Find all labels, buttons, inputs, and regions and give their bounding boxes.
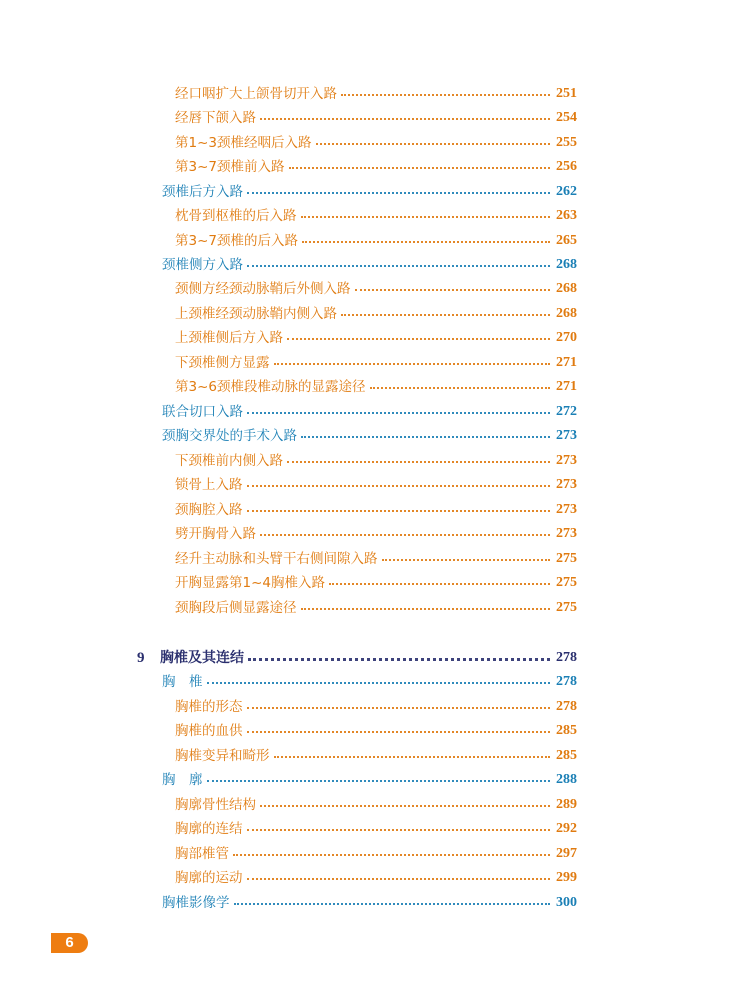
dot-leader [234, 903, 551, 905]
toc-entry-title: 胸椎及其连结 [160, 650, 244, 666]
dot-leader [302, 241, 550, 243]
dot-leader [316, 143, 551, 145]
toc-entry-title: 联合切口入路 [162, 404, 243, 420]
toc-entry-page: 272 [556, 404, 577, 419]
toc-entry[interactable] [175, 697, 577, 717]
toc-entry[interactable] [175, 746, 577, 766]
toc-entry[interactable] [175, 573, 577, 593]
dot-leader [207, 780, 551, 782]
dot-leader [247, 192, 550, 194]
dot-leader [329, 583, 550, 585]
toc-entry-page: 273 [556, 502, 577, 517]
dot-leader [260, 534, 550, 536]
toc-entry-title: 下颈椎前内侧入路 [175, 453, 283, 469]
toc-entry[interactable] [175, 279, 577, 299]
toc-entry[interactable] [175, 721, 577, 741]
dot-leader [247, 878, 551, 880]
dot-leader [301, 436, 550, 438]
toc-entry-title: 胸 椎 [162, 674, 203, 690]
toc-entry-page: 251 [556, 86, 577, 101]
toc-entry-page: 268 [556, 257, 577, 272]
toc-entry[interactable] [175, 795, 577, 815]
toc-entry-title: 颈椎后方入路 [162, 184, 243, 200]
dot-leader [247, 707, 551, 709]
toc-entry-title: 颈椎侧方入路 [162, 257, 243, 273]
toc-entry-title: 颈胸腔入路 [175, 502, 243, 518]
toc-entry-title: 开胸显露第1~4胸椎入路 [175, 575, 325, 591]
dot-leader [301, 608, 551, 610]
toc-entry-title: 胸部椎管 [175, 846, 229, 862]
toc-entry[interactable] [162, 426, 577, 446]
dot-leader [260, 805, 550, 807]
dot-leader [289, 167, 551, 169]
toc-entry-title: 胸廓的运动 [175, 870, 243, 886]
toc-entry[interactable] [162, 402, 577, 422]
toc-entry-page: 278 [556, 650, 577, 665]
toc-entry-title: 经升主动脉和头臂干右侧间隙入路 [175, 551, 378, 567]
toc-entry-title: 第1~3颈椎经咽后入路 [175, 135, 312, 151]
toc-entry-title: 颈胸段后侧显露途径 [175, 600, 297, 616]
toc-entry-page: 278 [556, 674, 577, 689]
toc-entry-title: 第3~7颈椎前入路 [175, 159, 285, 175]
toc-entry-title: 胸椎影像学 [162, 895, 230, 911]
toc-entry-title: 胸廓的连结 [175, 821, 243, 837]
toc-entry-page: 268 [556, 281, 577, 296]
toc-entry[interactable] [175, 206, 577, 226]
toc-entry-page: 273 [556, 477, 577, 492]
dot-leader [247, 485, 551, 487]
toc-entry-page: 285 [556, 723, 577, 738]
toc-entry-title: 上颈椎经颈动脉鞘内侧入路 [175, 306, 337, 322]
toc-entry-page: 288 [556, 772, 577, 787]
toc-entry-page: 297 [556, 846, 577, 861]
toc-entry[interactable] [175, 84, 577, 104]
dot-leader [370, 387, 551, 389]
dot-leader [260, 118, 550, 120]
toc-entry-page: 265 [556, 233, 577, 248]
toc-entry-title: 胸椎的血供 [175, 723, 243, 739]
dot-leader [248, 658, 550, 661]
toc-entry[interactable] [175, 868, 577, 888]
toc-entry-title: 枕骨到枢椎的后入路 [175, 208, 297, 224]
toc-entry[interactable] [175, 844, 577, 864]
toc-entry-page: 299 [556, 870, 577, 885]
dot-leader [233, 854, 550, 856]
dot-leader [355, 289, 551, 291]
toc-entry-page: 271 [556, 355, 577, 370]
toc-entry-page: 275 [556, 551, 577, 566]
toc-entry[interactable] [175, 133, 577, 153]
toc-entry-title: 胸廓骨性结构 [175, 797, 256, 813]
toc-entry-title: 经口咽扩大上颌骨切开入路 [175, 86, 337, 102]
toc-entry-title: 第3~6颈椎段椎动脉的显露途径 [175, 379, 366, 395]
chapter-number: 9 [137, 650, 145, 666]
dot-leader [341, 314, 550, 316]
toc-entry-title: 颈侧方经颈动脉鞘后外侧入路 [175, 281, 351, 297]
toc-entry-page: 275 [556, 575, 577, 590]
toc-entry[interactable] [175, 598, 577, 618]
page-number-badge: 6 [51, 933, 88, 953]
dot-leader [247, 731, 551, 733]
toc-entry[interactable] [175, 108, 577, 128]
toc-entry-title: 下颈椎侧方显露 [175, 355, 270, 371]
dot-leader [247, 412, 550, 414]
toc-entry-title: 颈胸交界处的手术入路 [162, 428, 297, 444]
toc-entry-title: 胸椎变异和畸形 [175, 748, 270, 764]
toc-entry[interactable] [162, 255, 577, 275]
dot-leader [274, 756, 551, 758]
toc-entry[interactable] [162, 893, 577, 913]
toc-entry-page: 271 [556, 379, 577, 394]
toc-entry[interactable] [175, 304, 577, 324]
toc-entry-title: 上颈椎侧后方入路 [175, 330, 283, 346]
toc-entry-page: 289 [556, 797, 577, 812]
toc-entry-page: 254 [556, 110, 577, 125]
toc-entry-page: 268 [556, 306, 577, 321]
dot-leader [382, 559, 551, 561]
toc-entry-page: 300 [556, 895, 577, 910]
toc-entry-page: 256 [556, 159, 577, 174]
dot-leader [207, 682, 551, 684]
toc-entry[interactable] [162, 182, 577, 202]
dot-leader [341, 94, 550, 96]
toc-entry-page: 278 [556, 699, 577, 714]
toc-entry[interactable] [175, 231, 577, 251]
toc-entry[interactable] [175, 377, 577, 397]
toc-entry[interactable] [175, 819, 577, 839]
toc-entry-page: 273 [556, 428, 577, 443]
toc-entry[interactable] [175, 451, 577, 471]
toc-entry[interactable] [175, 475, 577, 495]
dot-leader [247, 265, 550, 267]
toc-entry-page: 273 [556, 453, 577, 468]
dot-leader [274, 363, 551, 365]
toc-entry-title: 劈开胸骨入路 [175, 526, 256, 542]
toc-entry-title: 锁骨上入路 [175, 477, 243, 493]
toc-entry-page: 263 [556, 208, 577, 223]
toc-entry[interactable] [175, 549, 577, 569]
toc-entry[interactable] [175, 500, 577, 520]
toc-entry-title: 经唇下颌入路 [175, 110, 256, 126]
toc-entry-page: 255 [556, 135, 577, 150]
toc-entry-title: 胸 廓 [162, 772, 203, 788]
toc-entry-page: 270 [556, 330, 577, 345]
toc-entry-page: 292 [556, 821, 577, 836]
toc-entry-page: 273 [556, 526, 577, 541]
dot-leader [287, 461, 550, 463]
toc-entry[interactable] [175, 353, 577, 373]
dot-leader [287, 338, 550, 340]
toc-entry-title: 第3~7颈椎的后入路 [175, 233, 298, 249]
toc-entry[interactable] [162, 672, 577, 692]
toc-entry[interactable] [175, 328, 577, 348]
toc-entry-page: 285 [556, 748, 577, 763]
toc-entry-page: 262 [556, 184, 577, 199]
dot-leader [301, 216, 551, 218]
dot-leader [247, 510, 551, 512]
toc-entry-page: 275 [556, 600, 577, 615]
dot-leader [247, 829, 551, 831]
toc-entry[interactable] [175, 157, 577, 177]
toc-entry[interactable] [162, 770, 577, 790]
toc-entry[interactable] [175, 524, 577, 544]
toc-entry-title: 胸椎的形态 [175, 699, 243, 715]
toc-chapter-heading[interactable] [137, 648, 577, 668]
